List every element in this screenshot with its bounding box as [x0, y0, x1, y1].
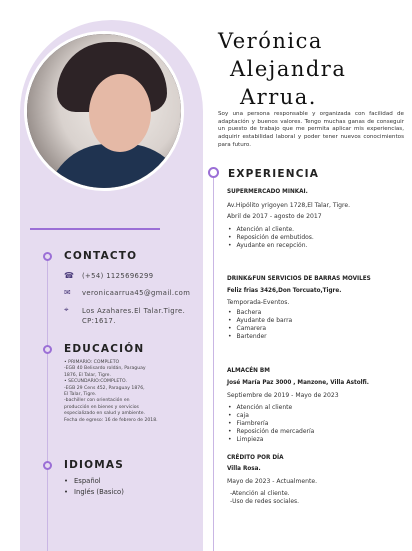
job-task: • caja [228, 412, 314, 420]
education-title: EDUCACIÓN [64, 343, 145, 355]
experience-title: EXPERIENCIA [228, 168, 320, 180]
job-address: Feliz frias 3426,Don Torcuato,Tigre. [227, 288, 342, 294]
job-tasks [228, 226, 314, 250]
location-icon: ⌖ [64, 305, 69, 314]
job-dates: Septiembre de 2019 - Mayo de 2023 [227, 392, 339, 399]
education-line: -EGB 40 Belisardo roldán, Paraguay [64, 366, 146, 372]
job-company: DRINK&FUN SERVICIOS DE BARRAS MOVILES [227, 276, 371, 282]
email-icon: ✉ [64, 288, 72, 297]
contact-title: CONTACTO [64, 250, 138, 262]
job-task: • Reposición de mercadería [228, 428, 314, 436]
education-list [64, 360, 194, 424]
divider-line [30, 228, 160, 230]
job-company: ALMACÉN BM [227, 368, 270, 374]
languages-title: IDIOMAS [64, 459, 124, 471]
education-line: -bachiller con orientación en [64, 398, 130, 404]
job-tasks [230, 490, 299, 506]
education-line: El Talar, Tigre. [64, 392, 97, 398]
right-timeline-line [213, 176, 214, 551]
job-company: CRÉDITO POR DÍA [227, 455, 284, 461]
job-task: • Bartender [228, 333, 292, 341]
job-dates: Mayo de 2023 - Actualmente. [227, 478, 318, 485]
education-dot [43, 345, 52, 354]
education-line: • PRIMARIO: COMPLETO [64, 360, 120, 365]
contact-address: Los Azahares.El Talar.Tigre. CP:1617. [82, 307, 186, 325]
education-line: -EGB 29 Cens 452, Paraguay 1876, [64, 385, 145, 391]
job-tasks [228, 309, 292, 341]
name-first: Verónica [218, 29, 323, 53]
contact-address-row [64, 306, 190, 326]
contact-email-row [64, 289, 190, 297]
job-address: Villa Rosa. [227, 466, 261, 472]
left-timeline-line [47, 255, 48, 551]
job-task: • Camarera [228, 325, 292, 333]
job-task: • Ayudante en recepción. [228, 242, 314, 250]
education-line: especializado en salud y ambiente. [64, 411, 146, 417]
job-task: • Ayudante de barra [228, 317, 292, 325]
language-item: • Inglés (Basico) [64, 487, 124, 498]
job-task: • Atención al cliente. [228, 226, 314, 234]
job-task: • Atención al cliente [228, 404, 314, 412]
job-dates: Temporada-Eventos. [227, 299, 290, 306]
education-line: • SECUNDARIO:COMPLETO. [64, 379, 127, 385]
experience-dot [208, 167, 219, 178]
phone-icon: ☎ [64, 271, 75, 280]
education-line: 1876, El Talar, Tigre. [64, 372, 111, 378]
job-tasks [228, 404, 314, 444]
job-task: • Bachera [228, 309, 292, 317]
contact-phone-row [64, 272, 153, 280]
languages-dot [43, 461, 52, 470]
job-task: • Fiambrería [228, 420, 314, 428]
contact-dot [43, 252, 52, 261]
contact-email[interactable]: veronicaarrua45@gmail.com [82, 289, 191, 297]
profile-photo [24, 31, 184, 191]
education-line: Fecha de egreso: 16 de febrero de 2018. [64, 417, 158, 423]
education-line: producción en bienes y servicios [64, 404, 139, 410]
name-last: Arrua. [240, 85, 317, 109]
job-dates: Abril de 2017 - agosto de 2017 [227, 213, 322, 220]
contact-phone[interactable]: (+54) 1125696299 [82, 272, 154, 280]
photo-face [89, 74, 151, 152]
job-company: SUPERMERCADO MINKAI. [227, 189, 308, 195]
job-task: -Uso de redes sociales. [230, 498, 300, 505]
job-task: • Limpieza [228, 436, 314, 444]
job-task: -Atención al cliente. [230, 490, 290, 497]
job-address: Av.Hipólito yrigoyen 1728,El Talar, Tigre. [227, 202, 351, 209]
profile-summary: Soy una persona responsable y organizada con facilidad de adaptación y buenos valores. Tengo muchas ganas de conseguir un puesto de trabajo que me permita aplicar mis experiencias, adquirir estabilidad laboral y poder tener nuevos conocimientos para futuro. [218, 111, 404, 148]
job-task: • Reposición de embutidos. [228, 234, 314, 242]
language-item: • Español [64, 476, 124, 487]
name-middle: Alejandra [230, 57, 347, 81]
job-address: José María Paz 3000 , Manzone, Villa Astolfi. [227, 380, 369, 386]
languages-list [64, 476, 124, 498]
